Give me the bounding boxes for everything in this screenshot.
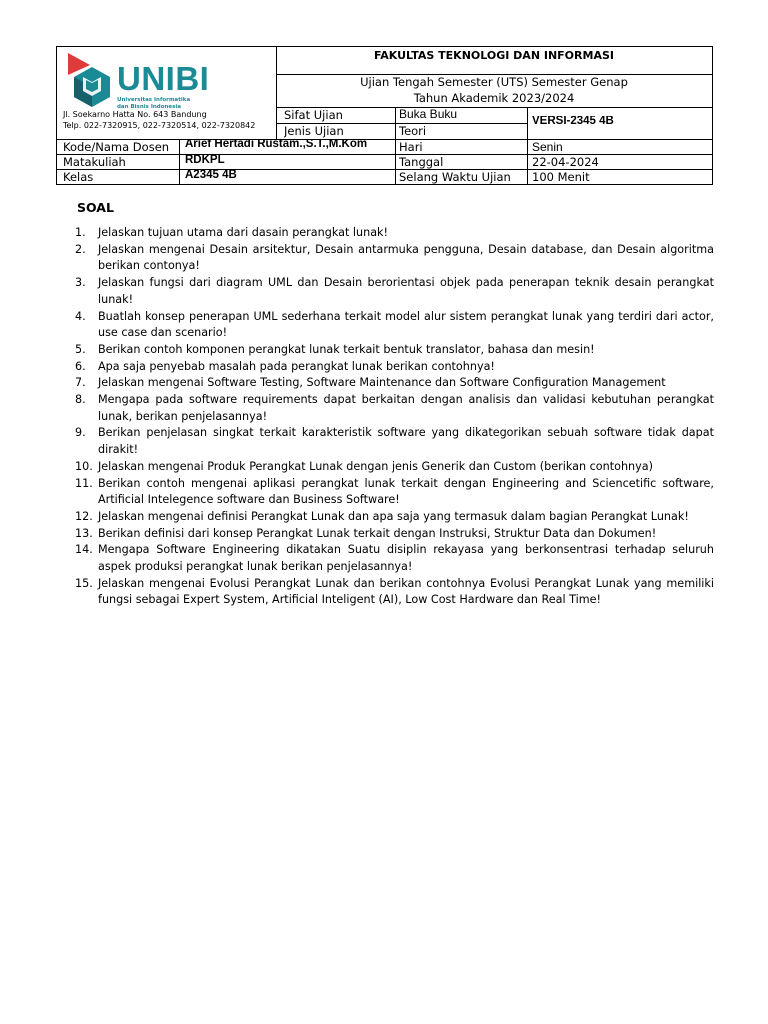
hari-label: Hari bbox=[399, 142, 423, 154]
question-item bbox=[75, 359, 714, 376]
question-number: 2. bbox=[75, 242, 86, 256]
jenis-ujian-label: Jenis Ujian bbox=[284, 126, 344, 138]
question-item bbox=[75, 576, 714, 609]
question-number: 5. bbox=[75, 342, 86, 356]
matakuliah-value: RDKPL bbox=[185, 155, 225, 166]
question-item bbox=[75, 375, 714, 392]
question-item bbox=[75, 509, 714, 526]
question-text: Berikan contoh komponen perangkat lunak terkait bentuk translator, bahasa dan mesin! bbox=[98, 342, 595, 356]
exam-title-line-1: Ujian Tengah Semester (UTS) Semester Genap bbox=[360, 77, 628, 89]
question-item bbox=[75, 242, 714, 275]
faculty-title: FAKULTAS TEKNOLOGI DAN INFORMASI bbox=[374, 50, 614, 61]
selang-waktu-label: Selang Waktu Ujian bbox=[399, 172, 511, 184]
question-number: 8. bbox=[75, 393, 86, 407]
selang-waktu-value: 100 Menit bbox=[532, 172, 590, 184]
question-text: Jelaskan mengenai Desain arsitektur, Desain antarmuka pengguna, Desain database, dan Desain algoritma berikan contonya! bbox=[98, 242, 714, 273]
dosen-value: Arief Hertadi Rustam.,S.T.,M.Kom bbox=[185, 139, 368, 150]
question-item bbox=[75, 542, 714, 575]
logo-subtitle: Universitas Informatika dan Bisnis Indonesia bbox=[117, 97, 191, 110]
question-item bbox=[75, 476, 714, 509]
question-number: 14. bbox=[75, 543, 93, 557]
jenis-ujian-value: Teori bbox=[399, 126, 427, 138]
dosen-label: Kode/Nama Dosen bbox=[63, 142, 170, 154]
unibi-logo-icon bbox=[66, 53, 118, 111]
question-number: 12. bbox=[75, 509, 93, 523]
address-line-1: Jl. Soekarno Hatta No. 643 Bandung bbox=[63, 110, 207, 119]
question-text: Mengapa pada software requirements dapat berkaitan dengan analisis dan validasi kebutuhan perangkat lunak, berikan penjelasannya! bbox=[98, 393, 714, 423]
question-number: 11. bbox=[75, 476, 93, 490]
question-text: Jelaskan mengenai definisi Perangkat Lunak dan apa saja yang termasuk dalam bagian Perangkat Lunak! bbox=[98, 509, 689, 523]
tanggal-value: 22-04-2024 bbox=[532, 157, 599, 169]
exam-title-line-2: Tahun Akademik 2023/2024 bbox=[413, 93, 575, 105]
question-text: Jelaskan mengenai Software Testing, Software Maintenance dan Software Configuration Management bbox=[98, 376, 666, 390]
question-text: Jelaskan tujuan utama dari dasain perangkat lunak! bbox=[98, 226, 389, 239]
tanggal-label: Tanggal bbox=[399, 157, 444, 169]
sifat-ujian-value: Buka Buku bbox=[399, 108, 458, 120]
question-item bbox=[75, 342, 714, 359]
question-text: Jelaskan mengenai Produk Perangkat Lunak dengan jenis Generik dan Custom (berikan contohnya) bbox=[98, 459, 653, 473]
question-number: 10. bbox=[75, 459, 93, 473]
question-number: 6. bbox=[75, 359, 86, 373]
question-item bbox=[75, 309, 714, 342]
exam-header-table bbox=[56, 46, 713, 185]
question-number: 3. bbox=[75, 276, 86, 290]
question-item bbox=[75, 425, 714, 458]
question-number: 1. bbox=[75, 226, 86, 239]
kelas-value: A2345 4B bbox=[185, 170, 237, 181]
question-text: Berikan penjelasan singkat terkait karakteristik software yang dikategorikan sebuah software tidak dapat dirakit! bbox=[98, 426, 714, 457]
question-text: Apa saja penyebab masalah pada perangkat lunak berikan contohnya! bbox=[98, 359, 495, 373]
question-item bbox=[75, 459, 714, 476]
question-number: 13. bbox=[75, 526, 93, 540]
question-item bbox=[75, 526, 714, 543]
question-text: Berikan definisi dari konsep Perangkat Lunak terkait dengan Instruksi, Struktur Data dan Dokumen! bbox=[98, 526, 657, 540]
question-list bbox=[75, 225, 714, 609]
question-number: 7. bbox=[75, 376, 86, 390]
question-text: Jelaskan fungsi dari diagram UML dan Desain berorientasi objek pada penerapan teknik desain perangkat lunak! bbox=[98, 276, 714, 306]
kelas-label: Kelas bbox=[63, 172, 94, 184]
soal-heading: SOAL bbox=[77, 200, 114, 215]
question-number: 15. bbox=[75, 576, 93, 590]
matakuliah-label: Matakuliah bbox=[63, 157, 126, 169]
hari-value: Senin bbox=[532, 141, 563, 153]
question-number: 4. bbox=[75, 309, 86, 323]
address-line-2: Telp. 022-7320915, 022-7320514, 022-7320842 bbox=[63, 121, 256, 130]
sifat-ujian-label: Sifat Ujian bbox=[284, 110, 343, 122]
question-item bbox=[75, 392, 714, 425]
question-item bbox=[75, 225, 714, 242]
logo-wordmark: UNIBI bbox=[117, 60, 210, 97]
question-number: 9. bbox=[75, 426, 86, 440]
question-item bbox=[75, 275, 714, 308]
question-text: Mengapa Software Engineering dikatakan Suatu disiplin rekayasa yang berkonsentrasi terhadap seluruh aspek produksi perangkat lunak berikan penjelasannya! bbox=[98, 543, 714, 574]
question-text: Jelaskan mengenai Evolusi Perangkat Lunak dan berikan contohnya Evolusi Perangkat Lunak yang memiliki fungsi sebagai Expert System, Artificial Inteligent (AI), Low Cost Hardware dan Real Time! bbox=[98, 576, 714, 607]
question-text: Berikan contoh mengenai aplikasi perangkat lunak terkait dengan Engineering and Sciencetific software, Artificial Intelegence software dan Business Software! bbox=[98, 476, 714, 507]
version-code: VERSI-2345 4B bbox=[532, 116, 614, 127]
question-text: Buatlah konsep penerapan UML sederhana terkait model alur sistem perangkat lunak yang terdiri dari actor, use case dan scenario! bbox=[98, 309, 714, 340]
